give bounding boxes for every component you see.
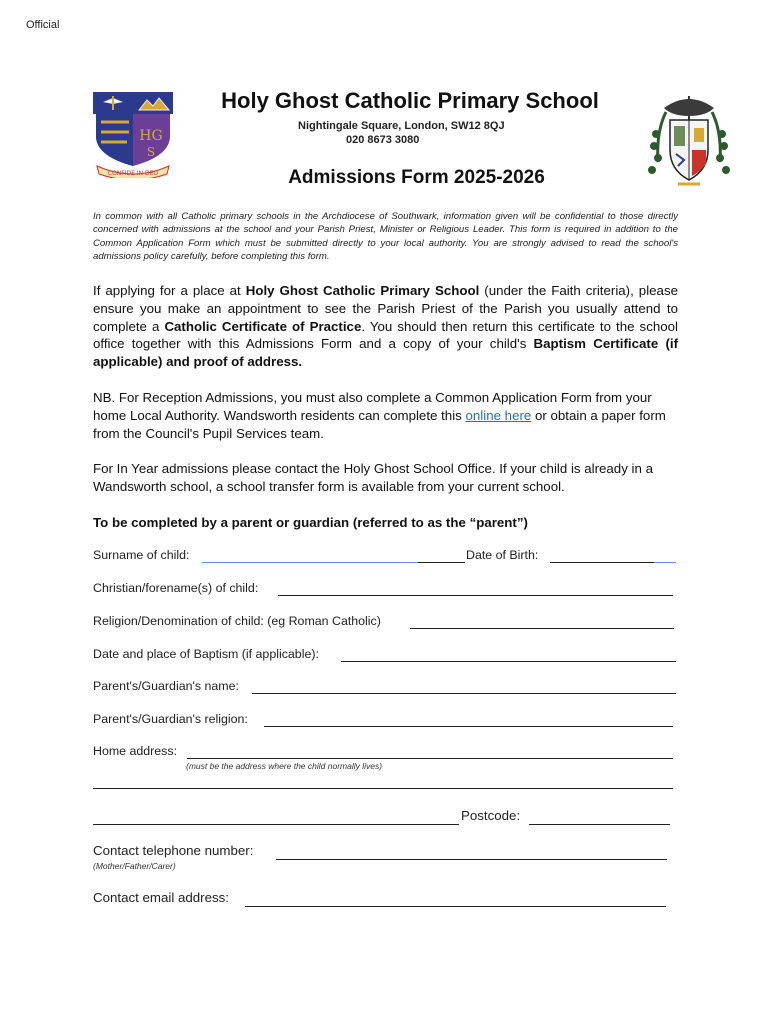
faith-criteria-paragraph: If applying for a place at Holy Ghost Catholic Primary School (under the Faith criteria), please ensure you make an appointment to see the Parish Priest of the Parish you usually attend to complete a Catholic Certificate of Practice. You should then return this certificate to the school office together with this Admissions Form and a copy of your child's Baptism Certificate (if applicable) and proof of address. (93, 283, 678, 370)
baptism-certificate-bold: Baptism Certificate (if applicable) and proof of address. (93, 336, 678, 370)
email-input[interactable] (245, 906, 666, 907)
forename-label: Christian/forename(s) of child: (93, 581, 259, 595)
parent-section-heading: To be completed by a parent or guardian (referred to as the “parent”) (93, 515, 528, 530)
school-name-bold: Holy Ghost Catholic Primary School (245, 283, 480, 298)
form-title: Admissions Form 2025-2026 (288, 167, 545, 188)
postcode-label: Postcode: (461, 808, 521, 823)
baptism-input[interactable] (341, 661, 676, 662)
dob-input-extension[interactable] (654, 562, 676, 563)
school-phone: 020 8673 3080 (346, 134, 420, 146)
surname-input-extension[interactable] (418, 562, 465, 563)
forename-input[interactable] (278, 595, 673, 596)
reception-admissions-paragraph: NB. For Reception Admissions, you must also complete a Common Application Form from your home Local Authority. Wandsworth residents can complete this online here or obtain a paper form from the Council's Pupil Services team. (93, 390, 666, 441)
parent-religion-label: Parent's/Guardian's religion: (93, 712, 248, 726)
email-label: Contact email address: (93, 890, 229, 905)
parent-name-input[interactable] (252, 693, 676, 694)
phone-note: (Mother/Father/Carer) (93, 861, 176, 871)
classification-label: Official (26, 19, 60, 31)
surname-input[interactable] (202, 562, 418, 563)
online-here-link[interactable]: online here (465, 407, 532, 423)
school-crest-icon (93, 92, 173, 178)
phone-label: Contact telephone number: (93, 843, 254, 858)
school-name: Holy Ghost Catholic Primary School (221, 88, 599, 113)
home-address-input-line3[interactable] (93, 824, 459, 825)
svg-text:HG: HG (139, 128, 163, 144)
parent-religion-input[interactable] (264, 726, 673, 727)
home-address-input-line1[interactable] (187, 758, 673, 759)
parent-name-label: Parent's/Guardian's name: (93, 679, 239, 693)
svg-text:CONFIDE IN DEO: CONFIDE IN DEO (107, 170, 159, 177)
dob-input[interactable] (550, 562, 654, 563)
religion-child-input[interactable] (410, 628, 674, 629)
baptism-label: Date and place of Baptism (if applicable): (93, 647, 319, 661)
certificate-of-practice-bold: Catholic Certificate of Practice (164, 318, 362, 334)
school-address: Nightingale Square, London, SW12 8QJ (298, 120, 505, 132)
in-year-admissions-paragraph: For In Year admissions please contact the Holy Ghost School Office. If your child is already in a Wandsworth school, a school transfer form is available from your current school. (93, 461, 653, 494)
home-address-input-line2[interactable] (93, 788, 673, 789)
dob-label: Date of Birth: (466, 548, 539, 562)
intro-text: In common with all Catholic primary schools in the Archdiocese of Southwark, information given will be confidential to those directly concerned with admissions at the school and your Parish Priest, Minister or Religious Leader. This form is required in addition to the Common Application Form which must be submitted directly to your local authority. You are strongly advised to read the school's admissions policy carefully, before completing this form. (93, 211, 678, 263)
postcode-input[interactable] (529, 824, 670, 825)
phone-input[interactable] (276, 859, 667, 860)
religion-child-label: Religion/Denomination of child: (eg Roman Catholic) (93, 614, 381, 628)
surname-label: Surname of child: (93, 548, 190, 562)
svg-text:S: S (146, 145, 156, 159)
home-address-label: Home address: (93, 744, 178, 758)
address-note: (must be the address where the child normally lives) (186, 761, 383, 771)
